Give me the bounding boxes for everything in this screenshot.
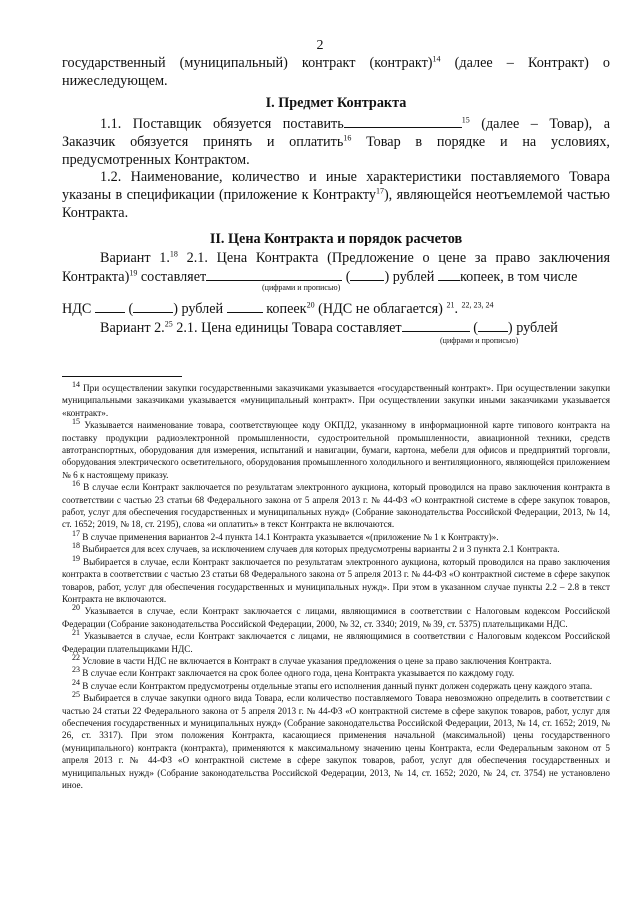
footnote-text: Выбирается для всех случаев, за исключением случаев для которых предусмотрены варианты 2 и 3 пункта 2.1 Контракта. [82, 544, 560, 555]
footnote-number: 22 [72, 652, 80, 662]
footnote-ref: 16 [343, 133, 352, 143]
clause-text: 1.2. Наименование, количество и иные характеристики поставляемого Товара указаны в спецификации (приложение к Контракту [62, 169, 610, 203]
clause-text: ) рублей [384, 269, 438, 285]
footnote-17 [62, 528, 610, 543]
variant-2-clause [62, 318, 610, 337]
footnote-separator [62, 376, 182, 377]
intro-text-end: (далее – Контракт) о нижеследующем. [62, 55, 610, 89]
footnote-text: В случае применения вариантов 2-4 пункта 14.1 Контракта указывается «(приложение № 1 к Контракту)». [82, 531, 499, 542]
clause-text: (НДС не облагается) [314, 301, 447, 317]
blank-line [402, 318, 470, 332]
blank-line [478, 318, 508, 332]
footnote-text: Указывается в случае, если Контракт заключается с лицами, являющимися в соответствии с Налоговым кодексом Российской Федерации (Собрание законодательства Российской Федерации, 2000, № 32, ст. 3340; 2019, № 39, ст. 5375) плательщиками НДС. [62, 606, 610, 629]
footnote-text: Указывается наименование товара, соответствующее коду ОКПД2, указанному в информационной карте типового контракта на поставку продукции радиоэлектронной промышленности, судостроительной промышленности, авиационной техники, средств автотранспортных, оборудования для измерения, испытаний и навигации, бумаги, картона, мебели для офисов и предприятий торговли, оборудования электрического осветительного, оборудования промышленного холодильного и вентиляционного, являющейся приложением № 6 к настоящему приказу. [62, 420, 610, 480]
blank-line [206, 267, 342, 281]
footnote-text: Условие в части НДС не включается в Контракт в случае указания предложения о цене за право заключения Контракта. [82, 655, 552, 666]
clause-text: ( [124, 301, 134, 317]
clause-text: ), являющейся неотъемлемой частью Контракта. [62, 187, 610, 221]
clause-text: . [454, 301, 462, 317]
footnote-number: 20 [72, 603, 80, 613]
footnotes [62, 379, 611, 791]
page-number: 2 [316, 38, 324, 53]
vat-line [62, 299, 610, 318]
blank-line [344, 114, 462, 128]
footnote-ref: 17 [375, 186, 384, 196]
input-hint: (цифрами и прописью) [440, 336, 519, 345]
footnote-text: В случае если Контрактом предусмотрены отдельные этапы его исполнения данный пункт должен содержать цену каждого этапа. [82, 680, 593, 691]
footnote-22 [62, 652, 610, 667]
footnote-number: 14 [72, 379, 80, 389]
footnote-text: Выбирается в случае закупки одного вида Товара, если количество поставляемого Товара невозможно определить в соответствии с частью 24 статьи 22 Федерального закона от 5 апреля 2013 г. № 44-ФЗ «О контрактной системе в сфере закупок товаров, работ, услуг для обеспечения государственных и муниципальных нужд» (Собрание законодательства Российской Федерации, 2013, № 14, ст. 1652; 2019, № 26, ст. 3317). При этом положения Контракта, касающиеся применения начальной (максимальной) цены государственного (муниципального) контракта (контракта), применяются к максимальному значению цены Контракта, если Федеральным законом от 5 апреля 2013 г. № 44-ФЗ «О контрактной системе в сфере закупок товаров, работ, услуг для обеспечения государственных и муниципальных нужд» (Собрание законодательства Российской Федерации, 2013, № 14, ст. 1652; 2020, № 24, ст. 3754) не установлено иное. [62, 693, 611, 790]
intro-text: государственный (муниципальный) контракт (контракт) [62, 55, 433, 71]
clause-text: Вариант 1. [100, 250, 170, 266]
clause-text: 2.1. Цена Контракта (Предложение о цене за право заключения Контракта) [62, 250, 610, 285]
footnote-ref: 20 [306, 300, 315, 310]
clause-1-2 [62, 168, 610, 222]
blank-line [350, 267, 384, 281]
clause-text: ) рублей [173, 301, 227, 317]
footnote-ref: 14 [432, 54, 441, 64]
footnote-text: При осуществлении закупки государственными заказчиками указывается «государственный контракт». При осуществлении закупки муниципальными заказчиками указывается «муниципальный контракт». При осуществлении закупки иными заказчиками указывается «контракт». [62, 383, 610, 418]
footnote-number: 19 [72, 553, 80, 563]
section-1-title: I. Предмет Контракта [265, 95, 407, 111]
clause-text: 2.1. Цена единицы Товара составляет [172, 320, 402, 336]
variant-1-clause [62, 249, 610, 286]
clause-text: Товар в порядке и на условиях, предусмотренных Контрактом. [62, 134, 610, 168]
footnote-ref: 15 [461, 115, 470, 125]
footnote-number: 15 [72, 417, 80, 427]
footnote-14 [62, 379, 610, 419]
clause-text: ( [342, 269, 351, 285]
blank-line [133, 299, 173, 313]
footnote-20 [62, 605, 610, 630]
footnote-25 [62, 692, 610, 791]
footnote-number: 23 [72, 665, 80, 675]
blank-line [438, 267, 460, 281]
clause-text: копеек [262, 301, 307, 317]
footnote-21 [62, 630, 610, 655]
footnote-number: 16 [72, 479, 80, 489]
footnote-text: В случае если Контракт заключается по результатам электронного аукциона, который проводился на право заключения контракта в соответствии с частью 23 статьи 68 Федерального закона от 5 апреля 2013 г. № 44-ФЗ «О контрактной системе в сфере закупок товаров, работ, услуг для обеспечения государственных и муниципальных нужд» (Собрание законодательства Российской Федерации, 2013, № 14, ст. 1652; 2019, № 18, ст. 2195), слова «и оплатить» в текст Контракта не включаются. [62, 482, 611, 530]
clause-text: ( [469, 320, 478, 336]
intro-paragraph [62, 54, 610, 90]
clause-text: копеек, в том числе [459, 269, 578, 285]
footnote-ref: 25 [164, 319, 173, 329]
footnote-number: 25 [72, 690, 80, 700]
footnote-number: 24 [72, 677, 80, 687]
clause-text: составляет [137, 269, 207, 285]
footnote-text: В случае если Контракт заключается на срок более одного года, цена Контракта указывается по каждому году. [82, 668, 515, 679]
footnote-ref: 18 [169, 249, 178, 259]
footnote-number: 18 [72, 541, 80, 551]
clause-1-1 [62, 114, 610, 169]
footnote-19 [62, 553, 611, 606]
clause-text: (далее – Товар), а Заказчик обязуется принять и оплатить [62, 116, 611, 150]
input-hint: (цифрами и прописью) [262, 283, 341, 292]
footnote-16 [62, 481, 610, 531]
footnote-15 [62, 419, 610, 481]
footnote-number: 17 [72, 528, 80, 538]
footnote-ref: 22, 23, 24 [461, 300, 494, 310]
footnote-ref: 21 [446, 300, 455, 310]
footnote-text: Выбирается в случае, если Контракт заключается по результатам электронного аукциона, который проводился на право заключения контракта в соответствии с частью 23 статьи 68 Федерального закона от 5 апреля 2013 г. № 44-ФЗ «О контрактной системе в сфере закупок товаров, работ, услуг для обеспечения государственных и муниципальных нужд». При этом в указанном случае пункты 2.2 – 2.8 в текст Контракта не включаются. [62, 556, 611, 604]
footnote-ref: 19 [129, 268, 138, 278]
footnote-23 [62, 667, 610, 679]
clause-text: НДС [62, 301, 95, 317]
footnote-number: 21 [72, 628, 80, 638]
section-2-title: II. Цена Контракта и порядок расчетов [209, 231, 463, 247]
footnote-18 [62, 543, 610, 555]
footnote-text: Указывается в случае, если Контракт заключается с лицами, не являющимися в соответствии с Налоговым кодексом Российской Федерации плательщиками НДС. [62, 631, 611, 654]
clause-text: 1.1. Поставщик обязуется поставить [100, 116, 344, 132]
blank-line [95, 299, 125, 313]
footnote-24 [62, 677, 610, 692]
blank-line [227, 299, 263, 313]
clause-text: ) рублей [507, 320, 558, 336]
clause-text: Вариант 2. [100, 320, 165, 336]
